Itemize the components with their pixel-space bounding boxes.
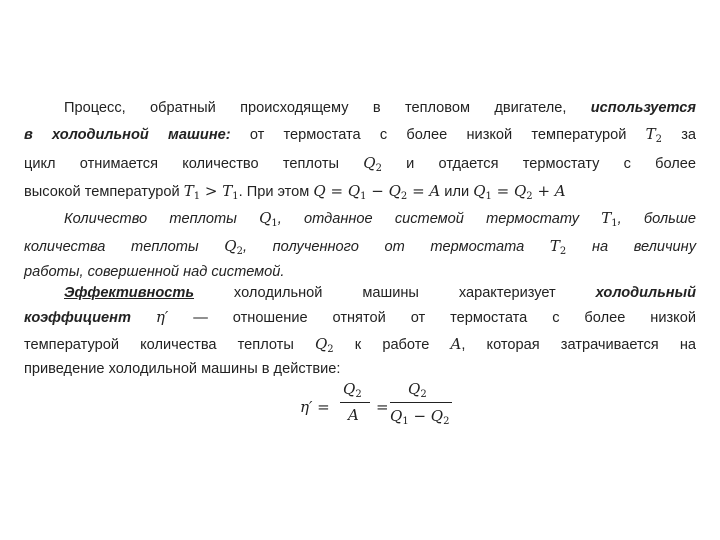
text-line: Эффективность холодильной машины характеризует холодильный [64,285,696,301]
formula-equals: = [376,398,389,416]
text-line: приведение холодильной машины в действие: [24,361,341,377]
formula-numerator: $Q_2$ [343,380,362,400]
fraction-bar-2 [390,402,452,403]
text-line: Процесс, обратный происходящему в тепловом двигателе, используется [64,100,696,116]
text-line: работы, совершенной над системой. [24,264,285,280]
formula-numerator-2: $Q_2$ [408,380,427,400]
text-line: температурой количества теплоты $Q_2$ к работе A, которая затрачивается на [24,335,696,355]
text-line: количества теплоты $Q_2$, полученного от термостата $T_2$ на величину [24,237,697,257]
text-line: в холодильной машине: от термостата с более низкой температурой $T_2$ за [24,125,696,145]
text-line: Количество теплоты $Q_1$, отданное системой термостату $T_1$, больше [64,209,696,229]
text-line: высокой температурой $T_1 > T_1$. При этом $Q = Q_1 - Q_2 = A$ или $Q_1 = Q_2 + A$ [24,182,566,202]
formula-denominator-2: $Q_1 - Q_2$ [390,407,450,427]
formula-lhs: η′ = [300,398,330,416]
text-line: цикл отнимается количество теплоты $Q_2$ и отдается термостату с более [24,154,697,174]
fraction-bar [340,402,370,403]
text-line: коэффициент η′ — отношение отнятой от термостата с более низкой [24,308,696,326]
formula-denominator: A [348,406,359,424]
